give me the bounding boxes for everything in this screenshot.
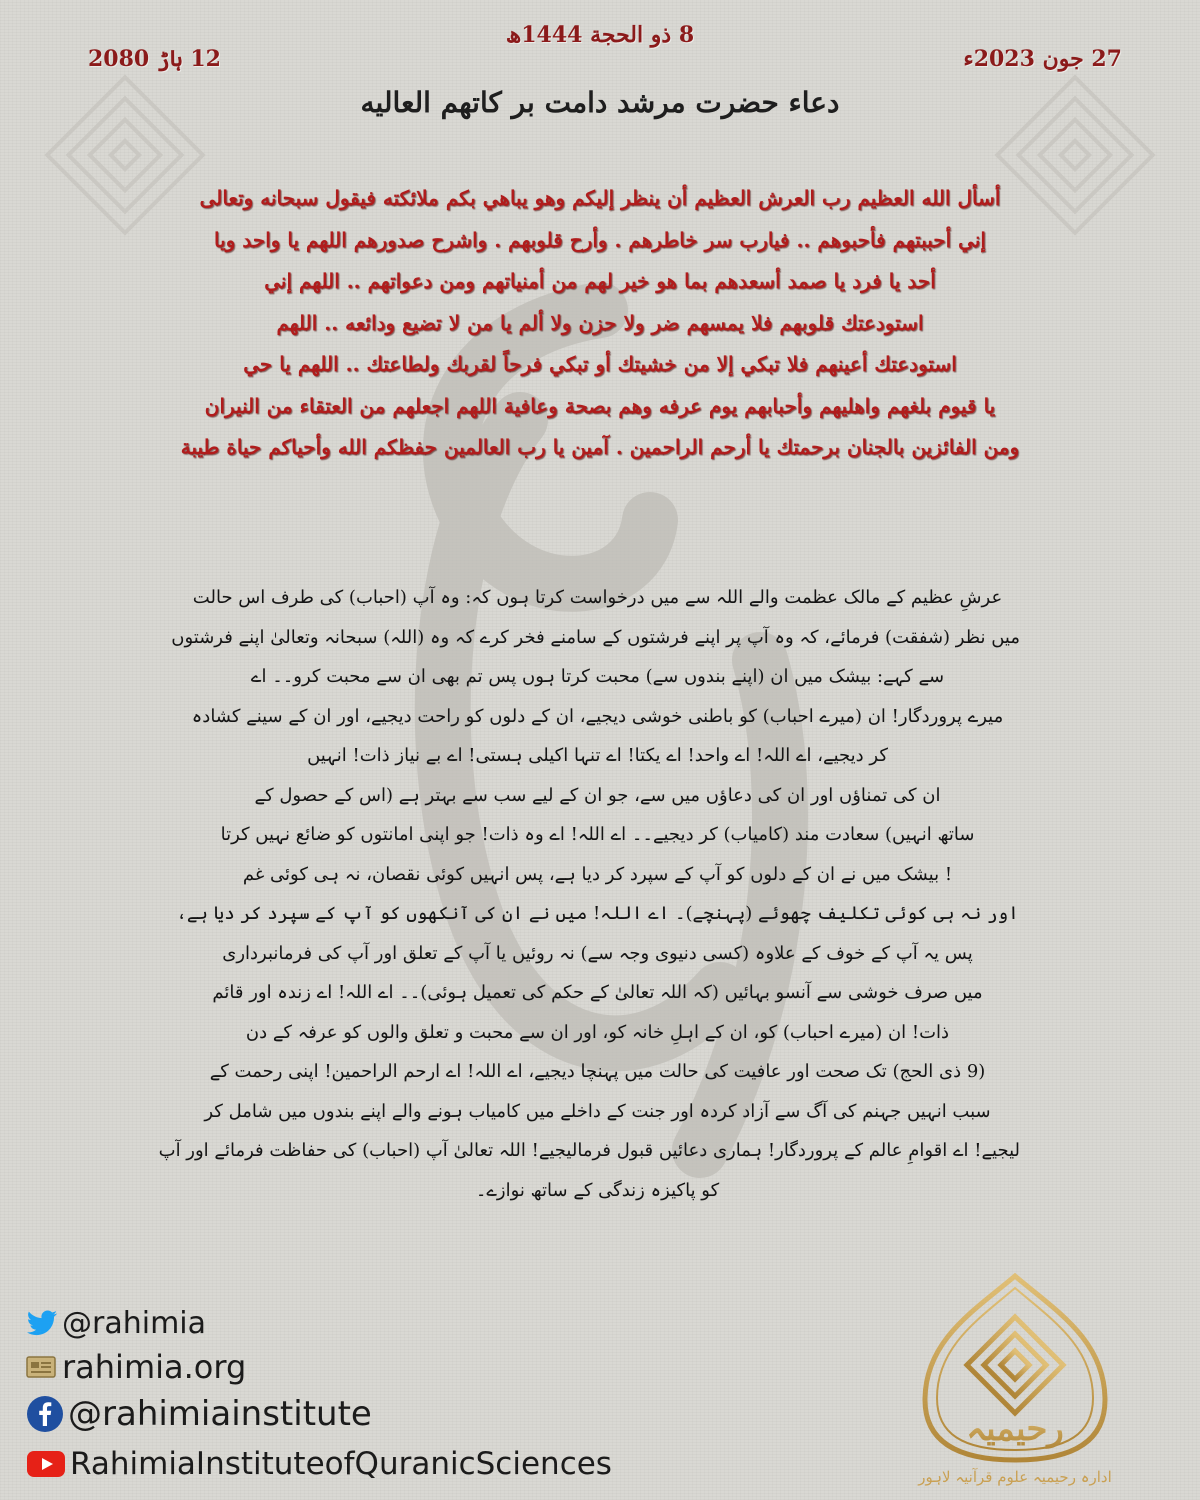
urdu-translation-line: عرشِ عظیم کے مالک عظمت والے اللہ سے میں درخواست کرتا ہوں کہ: وہ آپ (احباب) کی طرف اس حالت [192, 587, 1003, 608]
arabic-dua-line: أسأل الله العظيم رب العرش العظيم أن ينظر إليكم وهو يباهي بكم ملائكته فيقول سبحانه وتعالى [199, 186, 1001, 210]
website-url: rahimia.org [62, 1348, 247, 1386]
urdu-translation-line: سبب انہیں جہنم کی آگ سے آزاد کردہ اور جنت کے داخلے میں کامیاب ہونے والے اپنے بندوں میں شامل کر [204, 1100, 991, 1122]
twitter-handle: @rahimia [62, 1306, 207, 1341]
gregorian-date: 27 جون 2023ء [963, 46, 1122, 72]
youtube-icon [26, 1449, 66, 1479]
urdu-translation-line: ساتھ انہیں) سعادت مند (کامیاب) کر دیجیے۔۔ اے اللہ! اے وہ ذات! جو اپنی امانتوں کو ضائع نہیں کرتا [220, 824, 975, 845]
arabic-dua-line: يا قيوم بلغهم واهليهم وأحبابهم يوم عرفه وهم بصحة وعافية اللهم اجعلهم من العتقاء من النيران [204, 393, 996, 418]
facebook-icon [26, 1395, 64, 1433]
urdu-translation [158, 578, 1020, 1210]
arabic-dua-line: استودعتك أعينهم فلا تبكي إلا من خشيتك أو تبكي فرحاً لقربك ولطاعتك .. اللهم يا حي [243, 352, 957, 376]
urdu-translation-line: میرے پروردگار! ان (میرے احباب) کو باطنی خوشی دیجیے، ان کے دلوں کو راحت دیجیے، اور ان کے سینے کشادہ [191, 705, 1004, 727]
urdu-translation-line: ! بیشک میں نے ان کے دلوں کو آپ کے سپرد کر دیا ہے، پس انہیں کوئی نقصان، نہ ہی کوئی غم [242, 863, 953, 885]
urdu-translation-line: پس یہ آپ کے خوف کے علاوہ (کسی دنیوی وجہ سے) نہ روئیں یا آپ کے تعلق اور آپ کی فرمانبرداری [222, 942, 973, 964]
urdu-translation-line: کر دیجیے، اے اللہ! اے واحد! اے یکتا! اے تنہا اکیلی ہستی! اے بے نیاز ذات! انہیں [307, 745, 888, 766]
facebook-handle: @rahimiainstitute [68, 1394, 372, 1434]
arabic-dua-line: ومن الفائزين بالجنان برحمتك يا أرحم الراحمين . آمين يا رب العالمين حفظكم الله وأحياكم حياة طيبة [180, 435, 1020, 459]
logo-name: رحیمیہ [966, 1409, 1064, 1449]
website-link[interactable] [26, 1348, 246, 1386]
urdu-translation-line: اور نہ ہی کوئی تکلیف چھوئے (پہنچے)۔ اے اللہ! میں نے ان کی آنکھوں کو آپ کے سپرد کر دیا ہے، [176, 903, 1019, 924]
twitter-icon [26, 1310, 58, 1338]
arabic-dua [90, 178, 1110, 469]
website-icon [26, 1355, 56, 1379]
rahimia-logo [905, 1270, 1125, 1495]
logo-subtitle: ادارہ رحیمیہ علوم قرآنیہ لاہور [918, 1468, 1112, 1486]
page-title: دعاء حضرت مرشد دامت بر کاتهم العاليه [360, 86, 840, 119]
arabic-dua-line: أحد يا فرد يا صمد أسعدهم بما هو خير لهم من أمنياتهم ومن دعواتهم .. اللهم إني [264, 269, 936, 293]
bikrami-date: 12 ہاڑ 2080 [88, 46, 221, 72]
youtube-link[interactable] [26, 1446, 612, 1482]
hijri-date: 8 ذو الحجة 1444ھ [505, 22, 695, 48]
urdu-translation-line: میں صرف خوشی سے آنسو بہائیں (کہ اللہ تعالیٰ کے حکم کی تعمیل ہوئی)۔۔ اے اللہ! اے زندہ اور قائم [212, 982, 983, 1003]
urdu-translation-line: کو پاکیزہ زندگی کے ساتھ نوازے۔ [475, 1179, 720, 1201]
urdu-translation-line: میں نظر (شفقت) فرمائے، کہ وہ آپ پر اپنے فرشتوں کے سامنے فخر کرے کہ وہ (اللہ) سبحانہ وتعالیٰ اپنے فرشتوں [171, 626, 1020, 648]
arabic-dua-line: استودعتك قلوبهم فلا يمسهم ضر ولا حزن ولا ألم يا من لا تضيع ودائعه .. اللهم [276, 310, 924, 335]
urdu-translation-line: (9 ذی الحج) تک صحت اور عافیت کی حالت میں پہنچا دیجیے، اے اللہ! اے ارحم الراحمین! اپنی رحمت کے [209, 1061, 986, 1082]
arabic-dua-line: إني أحببتهم فأحبوهم .. فيارب سر خاطرهم . وأرح قلوبهم . واشرح صدورهم اللهم يا واحد ويا [214, 227, 986, 252]
urdu-translation-line: ان کی تمناؤں اور ان کی دعاؤں میں سے، جو ان کے لیے سب سے بہتر ہے (اس کے حصول کے [254, 784, 941, 806]
facebook-link[interactable] [26, 1394, 372, 1434]
youtube-channel: RahimiaInstituteofQuranicSciences [70, 1446, 612, 1482]
urdu-translation-line: لیجیے! اے اقوامِ عالم کے پروردگار! ہماری دعائیں قبول فرمالیجیے! اللہ تعالیٰ آپ (احباب) کی حفاظت فرمائے اور آپ [158, 1140, 1020, 1161]
urdu-translation-line: سے کہے: بیشک میں ان (اپنے بندوں سے) محبت کرتا ہوں پس تم بھی ان سے محبت کرو۔۔ اے [250, 666, 945, 687]
twitter-link[interactable] [26, 1306, 206, 1341]
urdu-translation-line: ذات! ان (میرے احباب) کو، ان کے اہلِ خانہ کو، اور ان سے محبت و تعلق والوں کو عرفہ کے دن [245, 1021, 950, 1043]
